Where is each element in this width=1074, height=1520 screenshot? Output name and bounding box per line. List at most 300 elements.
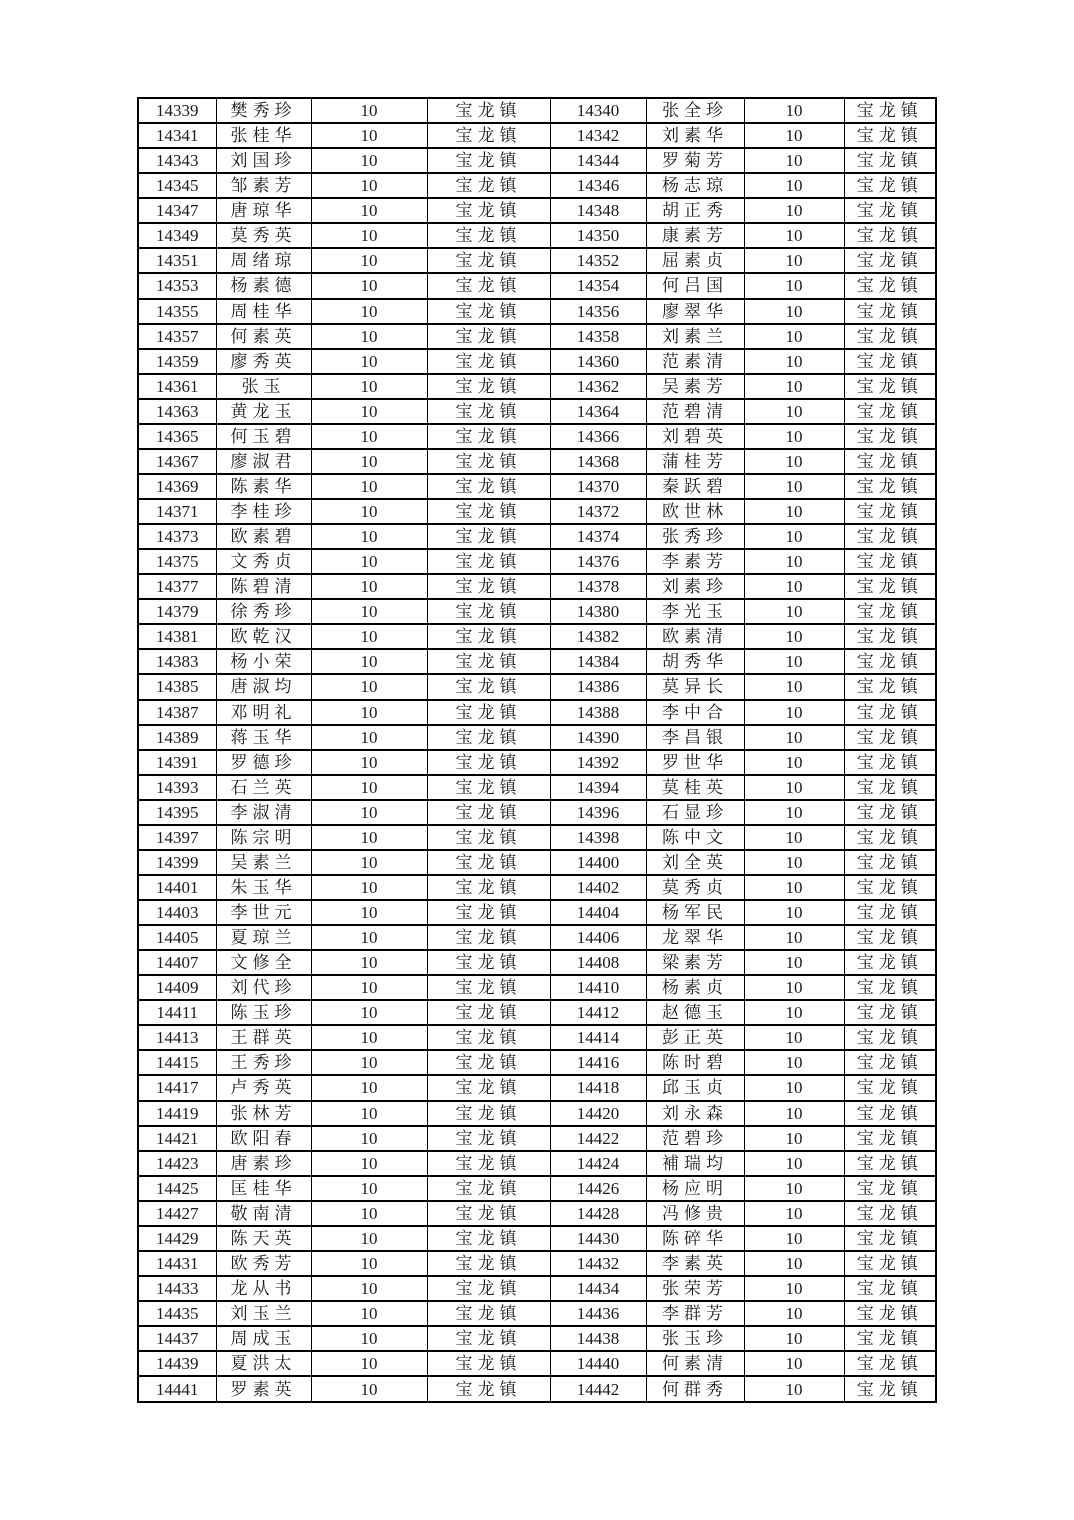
amount-cell: 10 — [311, 273, 427, 298]
registration-number-cell: 14426 — [550, 1176, 646, 1201]
town-cell: 宝龙镇 — [427, 123, 550, 148]
amount-cell: 10 — [311, 499, 427, 524]
person-name-cell: 夏琼兰 — [216, 925, 311, 950]
registration-number-cell: 14366 — [550, 424, 646, 449]
table-row — [138, 1000, 936, 1025]
amount-cell: 10 — [311, 223, 427, 248]
town-cell: 宝龙镇 — [427, 700, 550, 725]
registration-number-cell: 14391 — [138, 750, 216, 775]
registration-number-cell: 14405 — [138, 925, 216, 950]
person-name-cell: 陈时碧 — [646, 1050, 744, 1075]
registration-number-cell: 14382 — [550, 624, 646, 649]
town-cell: 宝龙镇 — [844, 775, 936, 800]
registration-number-cell: 14352 — [550, 248, 646, 273]
table-row — [138, 1025, 936, 1050]
amount-cell: 10 — [744, 1326, 844, 1351]
amount-cell: 10 — [311, 599, 427, 624]
registration-number-cell: 14439 — [138, 1351, 216, 1376]
town-cell: 宝龙镇 — [844, 1025, 936, 1050]
person-name-cell: 何素清 — [646, 1351, 744, 1376]
table-row — [138, 725, 936, 750]
registration-number-cell: 14409 — [138, 975, 216, 1000]
registration-number-cell: 14384 — [550, 649, 646, 674]
registration-number-cell: 14393 — [138, 775, 216, 800]
registration-number-cell: 14421 — [138, 1126, 216, 1151]
person-name-cell: 欧秀芳 — [216, 1251, 311, 1276]
beneficiary-table — [137, 97, 937, 1403]
town-cell: 宝龙镇 — [844, 1301, 936, 1326]
person-name-cell: 杨素德 — [216, 273, 311, 298]
amount-cell: 10 — [744, 499, 844, 524]
amount-cell: 10 — [744, 1351, 844, 1376]
registration-number-cell: 14383 — [138, 649, 216, 674]
registration-number-cell: 14388 — [550, 700, 646, 725]
town-cell: 宝龙镇 — [844, 674, 936, 699]
table-row — [138, 549, 936, 574]
person-name-cell: 欧阳春 — [216, 1126, 311, 1151]
amount-cell: 10 — [311, 123, 427, 148]
person-name-cell: 范素清 — [646, 349, 744, 374]
town-cell: 宝龙镇 — [844, 850, 936, 875]
town-cell: 宝龙镇 — [427, 1276, 550, 1301]
town-cell: 宝龙镇 — [844, 1126, 936, 1151]
registration-number-cell: 14425 — [138, 1176, 216, 1201]
town-cell: 宝龙镇 — [427, 1025, 550, 1050]
table-row — [138, 825, 936, 850]
amount-cell: 10 — [744, 975, 844, 1000]
person-name-cell: 刘永森 — [646, 1101, 744, 1126]
person-name-cell: 蒋玉华 — [216, 725, 311, 750]
town-cell: 宝龙镇 — [844, 123, 936, 148]
registration-number-cell: 14387 — [138, 700, 216, 725]
table-row — [138, 574, 936, 599]
person-name-cell: 何吕国 — [646, 273, 744, 298]
table-row — [138, 1151, 936, 1176]
town-cell: 宝龙镇 — [844, 1050, 936, 1075]
registration-number-cell: 14438 — [550, 1326, 646, 1351]
town-cell: 宝龙镇 — [427, 599, 550, 624]
town-cell: 宝龙镇 — [427, 925, 550, 950]
town-cell: 宝龙镇 — [427, 800, 550, 825]
town-cell: 宝龙镇 — [427, 750, 550, 775]
person-name-cell: 彭正英 — [646, 1025, 744, 1050]
registration-number-cell: 14397 — [138, 825, 216, 850]
amount-cell: 10 — [744, 1276, 844, 1301]
person-name-cell: 陈天英 — [216, 1226, 311, 1251]
person-name-cell: 刘碧英 — [646, 424, 744, 449]
registration-number-cell: 14395 — [138, 800, 216, 825]
person-name-cell: 莫秀贞 — [646, 875, 744, 900]
town-cell: 宝龙镇 — [844, 198, 936, 223]
amount-cell: 10 — [744, 198, 844, 223]
town-cell: 宝龙镇 — [427, 1251, 550, 1276]
amount-cell: 10 — [744, 123, 844, 148]
amount-cell: 10 — [311, 1176, 427, 1201]
person-name-cell: 杨志琼 — [646, 173, 744, 198]
registration-number-cell: 14368 — [550, 449, 646, 474]
amount-cell: 10 — [744, 1126, 844, 1151]
registration-number-cell: 14431 — [138, 1251, 216, 1276]
registration-number-cell: 14363 — [138, 399, 216, 424]
registration-number-cell: 14401 — [138, 875, 216, 900]
town-cell: 宝龙镇 — [427, 299, 550, 324]
registration-number-cell: 14390 — [550, 725, 646, 750]
amount-cell: 10 — [744, 750, 844, 775]
town-cell: 宝龙镇 — [427, 850, 550, 875]
town-cell: 宝龙镇 — [844, 950, 936, 975]
person-name-cell: 屈素贞 — [646, 248, 744, 273]
town-cell: 宝龙镇 — [844, 649, 936, 674]
amount-cell: 10 — [744, 800, 844, 825]
person-name-cell: 吴素兰 — [216, 850, 311, 875]
registration-number-cell: 14435 — [138, 1301, 216, 1326]
amount-cell: 10 — [311, 1251, 427, 1276]
person-name-cell: 廖翠华 — [646, 299, 744, 324]
table-row — [138, 123, 936, 148]
table-row — [138, 1226, 936, 1251]
registration-number-cell: 14422 — [550, 1126, 646, 1151]
registration-number-cell: 14369 — [138, 474, 216, 499]
registration-number-cell: 14442 — [550, 1376, 646, 1402]
registration-number-cell: 14349 — [138, 223, 216, 248]
person-name-cell: 陈中文 — [646, 825, 744, 850]
person-name-cell: 冯修贵 — [646, 1201, 744, 1226]
person-name-cell: 邹素芳 — [216, 173, 311, 198]
amount-cell: 10 — [311, 875, 427, 900]
town-cell: 宝龙镇 — [844, 499, 936, 524]
registration-number-cell: 14340 — [550, 98, 646, 123]
amount-cell: 10 — [744, 349, 844, 374]
person-name-cell: 王秀珍 — [216, 1050, 311, 1075]
registration-number-cell: 14418 — [550, 1075, 646, 1100]
registration-number-cell: 14346 — [550, 173, 646, 198]
registration-number-cell: 14385 — [138, 674, 216, 699]
table-row — [138, 1126, 936, 1151]
amount-cell: 10 — [311, 1351, 427, 1376]
person-name-cell: 文秀贞 — [216, 549, 311, 574]
registration-number-cell: 14440 — [550, 1351, 646, 1376]
town-cell: 宝龙镇 — [844, 1226, 936, 1251]
amount-cell: 10 — [744, 273, 844, 298]
town-cell: 宝龙镇 — [844, 599, 936, 624]
person-name-cell: 秦跃碧 — [646, 474, 744, 499]
person-name-cell: 李群芳 — [646, 1301, 744, 1326]
table-row — [138, 299, 936, 324]
amount-cell: 10 — [311, 950, 427, 975]
registration-number-cell: 14386 — [550, 674, 646, 699]
person-name-cell: 李素芳 — [646, 549, 744, 574]
person-name-cell: 罗德珍 — [216, 750, 311, 775]
amount-cell: 10 — [311, 474, 427, 499]
table-row — [138, 499, 936, 524]
person-name-cell: 张全珍 — [646, 98, 744, 123]
amount-cell: 10 — [311, 800, 427, 825]
registration-number-cell: 14437 — [138, 1326, 216, 1351]
registration-number-cell: 14411 — [138, 1000, 216, 1025]
person-name-cell: 张林芳 — [216, 1101, 311, 1126]
amount-cell: 10 — [744, 649, 844, 674]
town-cell: 宝龙镇 — [844, 424, 936, 449]
registration-number-cell: 14354 — [550, 273, 646, 298]
table-row — [138, 148, 936, 173]
town-cell: 宝龙镇 — [427, 624, 550, 649]
person-name-cell: 张玉 — [216, 374, 311, 399]
amount-cell: 10 — [744, 1226, 844, 1251]
town-cell: 宝龙镇 — [427, 524, 550, 549]
table-row — [138, 424, 936, 449]
registration-number-cell: 14428 — [550, 1201, 646, 1226]
table-row — [138, 374, 936, 399]
registration-number-cell: 14427 — [138, 1201, 216, 1226]
amount-cell: 10 — [311, 725, 427, 750]
registration-number-cell: 14348 — [550, 198, 646, 223]
registration-number-cell: 14358 — [550, 324, 646, 349]
person-name-cell: 罗世华 — [646, 750, 744, 775]
amount-cell: 10 — [311, 1151, 427, 1176]
person-name-cell: 夏洪太 — [216, 1351, 311, 1376]
table-row — [138, 599, 936, 624]
amount-cell: 10 — [311, 1276, 427, 1301]
town-cell: 宝龙镇 — [427, 1226, 550, 1251]
registration-number-cell: 14379 — [138, 599, 216, 624]
person-name-cell: 唐淑均 — [216, 674, 311, 699]
person-name-cell: 刘代珍 — [216, 975, 311, 1000]
amount-cell: 10 — [744, 549, 844, 574]
registration-number-cell: 14341 — [138, 123, 216, 148]
person-name-cell: 徐秀珍 — [216, 599, 311, 624]
registration-number-cell: 14361 — [138, 374, 216, 399]
table-row — [138, 674, 936, 699]
amount-cell: 10 — [311, 1025, 427, 1050]
amount-cell: 10 — [311, 1075, 427, 1100]
town-cell: 宝龙镇 — [427, 324, 550, 349]
amount-cell: 10 — [311, 1226, 427, 1251]
amount-cell: 10 — [311, 1376, 427, 1402]
town-cell: 宝龙镇 — [844, 725, 936, 750]
amount-cell: 10 — [311, 649, 427, 674]
registration-number-cell: 14415 — [138, 1050, 216, 1075]
amount-cell: 10 — [744, 374, 844, 399]
person-name-cell: 欧世林 — [646, 499, 744, 524]
town-cell: 宝龙镇 — [844, 299, 936, 324]
town-cell: 宝龙镇 — [427, 273, 550, 298]
registration-number-cell: 14417 — [138, 1075, 216, 1100]
amount-cell: 10 — [744, 524, 844, 549]
registration-number-cell: 14392 — [550, 750, 646, 775]
table-row — [138, 1376, 936, 1402]
person-name-cell: 杨素贞 — [646, 975, 744, 1000]
town-cell: 宝龙镇 — [844, 98, 936, 123]
table-row — [138, 925, 936, 950]
registration-number-cell: 14408 — [550, 950, 646, 975]
registration-number-cell: 14339 — [138, 98, 216, 123]
amount-cell: 10 — [311, 900, 427, 925]
registration-number-cell: 14355 — [138, 299, 216, 324]
amount-cell: 10 — [311, 449, 427, 474]
registration-number-cell: 14400 — [550, 850, 646, 875]
amount-cell: 10 — [311, 299, 427, 324]
town-cell: 宝龙镇 — [844, 549, 936, 574]
person-name-cell: 龙翠华 — [646, 925, 744, 950]
person-name-cell: 张荣芳 — [646, 1276, 744, 1301]
table-row — [138, 474, 936, 499]
amount-cell: 10 — [744, 825, 844, 850]
amount-cell: 10 — [744, 399, 844, 424]
registration-number-cell: 14424 — [550, 1151, 646, 1176]
person-name-cell: 唐素珍 — [216, 1151, 311, 1176]
person-name-cell: 李光玉 — [646, 599, 744, 624]
town-cell: 宝龙镇 — [844, 1276, 936, 1301]
registration-number-cell: 14350 — [550, 223, 646, 248]
person-name-cell: 周桂华 — [216, 299, 311, 324]
registration-number-cell: 14420 — [550, 1101, 646, 1126]
person-name-cell: 周绪琼 — [216, 248, 311, 273]
amount-cell: 10 — [744, 449, 844, 474]
registration-number-cell: 14436 — [550, 1301, 646, 1326]
town-cell: 宝龙镇 — [427, 574, 550, 599]
amount-cell: 10 — [311, 775, 427, 800]
person-name-cell: 何玉碧 — [216, 424, 311, 449]
table-row — [138, 449, 936, 474]
town-cell: 宝龙镇 — [844, 1251, 936, 1276]
registration-number-cell: 14398 — [550, 825, 646, 850]
town-cell: 宝龙镇 — [844, 800, 936, 825]
person-name-cell: 李桂珍 — [216, 499, 311, 524]
amount-cell: 10 — [744, 223, 844, 248]
amount-cell: 10 — [311, 624, 427, 649]
town-cell: 宝龙镇 — [427, 1000, 550, 1025]
town-cell: 宝龙镇 — [844, 1201, 936, 1226]
town-cell: 宝龙镇 — [427, 825, 550, 850]
table-row — [138, 273, 936, 298]
town-cell: 宝龙镇 — [844, 574, 936, 599]
amount-cell: 10 — [744, 424, 844, 449]
registration-number-cell: 14374 — [550, 524, 646, 549]
table-row — [138, 900, 936, 925]
town-cell: 宝龙镇 — [844, 248, 936, 273]
town-cell: 宝龙镇 — [427, 950, 550, 975]
person-name-cell: 梁素芳 — [646, 950, 744, 975]
person-name-cell: 胡秀华 — [646, 649, 744, 674]
amount-cell: 10 — [311, 1050, 427, 1075]
town-cell: 宝龙镇 — [427, 374, 550, 399]
registration-number-cell: 14407 — [138, 950, 216, 975]
town-cell: 宝龙镇 — [427, 148, 550, 173]
amount-cell: 10 — [311, 574, 427, 599]
registration-number-cell: 14370 — [550, 474, 646, 499]
registration-number-cell: 14396 — [550, 800, 646, 825]
table-row — [138, 775, 936, 800]
town-cell: 宝龙镇 — [427, 725, 550, 750]
town-cell: 宝龙镇 — [844, 148, 936, 173]
person-name-cell: 廖秀英 — [216, 349, 311, 374]
town-cell: 宝龙镇 — [427, 1201, 550, 1226]
person-name-cell: 莫异长 — [646, 674, 744, 699]
town-cell: 宝龙镇 — [844, 1101, 936, 1126]
town-cell: 宝龙镇 — [844, 1000, 936, 1025]
town-cell: 宝龙镇 — [427, 1376, 550, 1402]
registration-number-cell: 14419 — [138, 1101, 216, 1126]
registration-number-cell: 14412 — [550, 1000, 646, 1025]
table-row — [138, 700, 936, 725]
person-name-cell: 范碧珍 — [646, 1126, 744, 1151]
registration-number-cell: 14353 — [138, 273, 216, 298]
amount-cell: 10 — [311, 700, 427, 725]
person-name-cell: 刘素兰 — [646, 324, 744, 349]
amount-cell: 10 — [311, 1101, 427, 1126]
town-cell: 宝龙镇 — [427, 775, 550, 800]
registration-number-cell: 14389 — [138, 725, 216, 750]
registration-number-cell: 14413 — [138, 1025, 216, 1050]
table-row — [138, 950, 936, 975]
amount-cell: 10 — [744, 1000, 844, 1025]
town-cell: 宝龙镇 — [844, 399, 936, 424]
town-cell: 宝龙镇 — [427, 975, 550, 1000]
person-name-cell: 陈宗明 — [216, 825, 311, 850]
amount-cell: 10 — [744, 1251, 844, 1276]
amount-cell: 10 — [744, 1176, 844, 1201]
person-name-cell: 刘玉兰 — [216, 1301, 311, 1326]
town-cell: 宝龙镇 — [427, 198, 550, 223]
registration-number-cell: 14380 — [550, 599, 646, 624]
person-name-cell: 卢秀英 — [216, 1075, 311, 1100]
table-row — [138, 223, 936, 248]
amount-cell: 10 — [311, 1126, 427, 1151]
registration-number-cell: 14430 — [550, 1226, 646, 1251]
registration-number-cell: 14347 — [138, 198, 216, 223]
registration-number-cell: 14360 — [550, 349, 646, 374]
amount-cell: 10 — [311, 374, 427, 399]
town-cell: 宝龙镇 — [844, 223, 936, 248]
amount-cell: 10 — [744, 700, 844, 725]
registration-number-cell: 14345 — [138, 173, 216, 198]
person-name-cell: 刘全英 — [646, 850, 744, 875]
person-name-cell: 李淑清 — [216, 800, 311, 825]
person-name-cell: 補瑞均 — [646, 1151, 744, 1176]
amount-cell: 10 — [744, 624, 844, 649]
table-row — [138, 1276, 936, 1301]
registration-number-cell: 14375 — [138, 549, 216, 574]
person-name-cell: 李世元 — [216, 900, 311, 925]
registration-number-cell: 14373 — [138, 524, 216, 549]
town-cell: 宝龙镇 — [427, 248, 550, 273]
registration-number-cell: 14377 — [138, 574, 216, 599]
registration-number-cell: 14362 — [550, 374, 646, 399]
person-name-cell: 朱玉华 — [216, 875, 311, 900]
town-cell: 宝龙镇 — [427, 1351, 550, 1376]
person-name-cell: 王群英 — [216, 1025, 311, 1050]
registration-number-cell: 14434 — [550, 1276, 646, 1301]
town-cell: 宝龙镇 — [427, 349, 550, 374]
amount-cell: 10 — [311, 324, 427, 349]
amount-cell: 10 — [744, 324, 844, 349]
town-cell: 宝龙镇 — [844, 1151, 936, 1176]
amount-cell: 10 — [744, 1151, 844, 1176]
amount-cell: 10 — [744, 248, 844, 273]
registration-number-cell: 14359 — [138, 349, 216, 374]
town-cell: 宝龙镇 — [427, 649, 550, 674]
person-name-cell: 杨应明 — [646, 1176, 744, 1201]
registration-number-cell: 14367 — [138, 449, 216, 474]
table-row — [138, 198, 936, 223]
town-cell: 宝龙镇 — [844, 173, 936, 198]
registration-number-cell: 14342 — [550, 123, 646, 148]
town-cell: 宝龙镇 — [844, 624, 936, 649]
table-row — [138, 1326, 936, 1351]
town-cell: 宝龙镇 — [844, 524, 936, 549]
person-name-cell: 蒲桂芳 — [646, 449, 744, 474]
table-row — [138, 850, 936, 875]
